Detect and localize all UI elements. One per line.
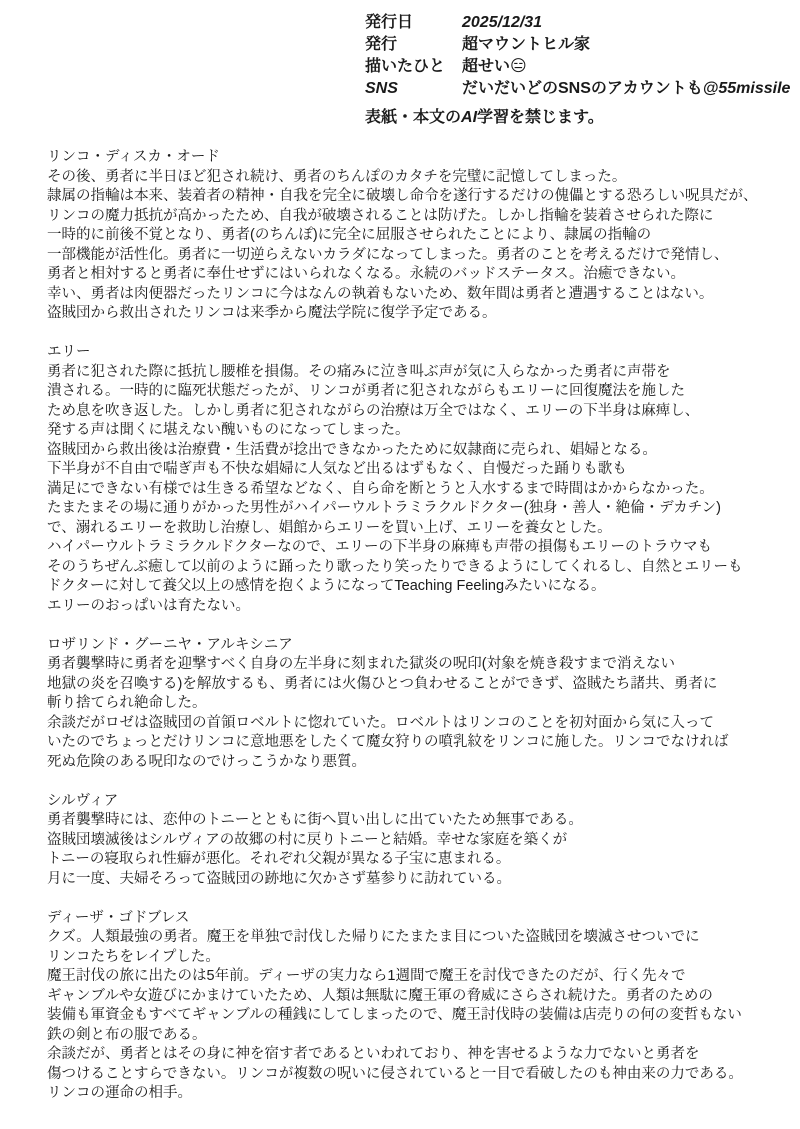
text-line: 盗賊団壊滅後はシルヴィアの故郷の村に戻りトニーと結婚。幸せな家庭を築くが	[47, 831, 568, 848]
section-rosalind	[47, 636, 758, 773]
publisher-label: 発行	[365, 36, 398, 53]
section-title: シルヴィア	[47, 792, 119, 809]
text-line: 余談だがロゼは盗賊団の首領ロベルトに惚れていた。ロベルトはリンコのことを初対面から気に入って	[47, 714, 714, 731]
text-line: その後、勇者に半日ほど犯され続け、勇者のちんぽのカタチを完璧に記憶してしまった。	[47, 168, 627, 185]
text-line: リンコの運命の相手。	[47, 1085, 192, 1101]
colophon-row-artist	[365, 56, 790, 78]
text-line: たまたまその場に通りがかった男性がハイパーウルトラミラクルドクター(独身・善人・絶倫・デカチン)	[47, 500, 721, 516]
sns-label: SNS	[365, 80, 398, 97]
colophon-block	[365, 12, 790, 100]
section-title: ロザリンド・グーニヤ・アルキシニア	[47, 636, 293, 653]
text-line: 斬り捨てられ絶命した。	[47, 695, 207, 711]
text-line: 勇者と相対すると勇者に奉仕せずにはいられなくなる。永続のバッドステータス。治癒できない。	[47, 266, 685, 282]
section-rinko	[47, 148, 758, 324]
text-line: 発する声は聞くに堪えない醜いものになってしまった。	[47, 422, 410, 438]
artist-value: 超せい😑	[462, 58, 527, 75]
text-line: 勇者に犯された際に抵抗し腰椎を損傷。その痛みに泣き叫ぶ声が気に入らなかった勇者に声帯を	[47, 363, 671, 380]
text-line: 隷属の指輪は本来、装着者の精神・自我を完全に破壊し命令を遂行するだけの傀儡とする恐ろしい呪具だが、	[47, 188, 758, 204]
text-line: 魔王討伐の旅に出たのは5年前。ディーザの実力なら1週間で魔王を討伐できたのだが、行く先々で	[47, 968, 686, 984]
colophon-row-issue-date	[365, 12, 790, 34]
text-line: リンコの魔力抵抗が高かったため、自我が破壊されることは防げた。しかし指輪を装着させられた際に	[47, 207, 714, 224]
text-line: 盗賊団から救出されたリンコは来季から魔法学院に復学予定である。	[47, 305, 497, 321]
notice-post: 学習を禁じます。	[477, 109, 604, 126]
sns-handle: @55missile	[702, 80, 791, 97]
text-line: 一部機能が活性化。勇者に一切逆らえないカラダになってしまった。勇者のことを考えるだけで発情し、	[47, 246, 729, 263]
character-notes	[47, 148, 758, 1104]
notice-ai-term: AI	[461, 109, 478, 126]
text-line: 装備も軍資金もすべてギャンブルの種銭にしてしまったので、魔王討伐時の装備は店売りの何の変哲もない	[47, 1007, 742, 1023]
text-line: リンコたちをレイプした。	[47, 948, 220, 965]
text-line: クズ。人類最強の勇者。魔王を単独で討伐した帰りにたまたま目についた盗賊団を壊滅させついでに	[47, 929, 700, 945]
colophon-row-sns	[365, 78, 790, 100]
colophon-row-publisher	[365, 34, 790, 56]
section-title: ディーザ・ゴドブレス	[47, 909, 190, 926]
text-line: 幸い、勇者は肉便器だったリンコに今はなんの執着もないため、数年間は勇者と遭遇することはない。	[47, 285, 714, 302]
text-line: 下半身が不自由で喘ぎ声も不快な娼婦に人気など出るはずもなく、自慢だった踊りも歌も	[47, 461, 627, 477]
artist-label: 描いたひと	[365, 58, 446, 75]
text-line: エリーのおっぱいは育たない。	[47, 597, 250, 614]
text-line: そのうちぜんぶ癒して以前のように踊ったり歌ったり笑ったりできるようにしてくれるし、自然とエリーも	[47, 558, 743, 575]
issue-date-value: 2025/12/31	[462, 14, 543, 31]
text-line: 一時的に前後不覚となり、勇者(のちんぽ)に完全に屈服させられたことにより、隷属の指輪の	[47, 227, 652, 243]
text-line: いたのでちょっとだけリンコに意地悪をしたくて魔女狩りの噴乳紋をリンコに施した。リンコでなければ	[47, 734, 729, 750]
text-line: 鉄の剣と布の服である。	[47, 1026, 207, 1043]
text-line: ハイパーウルトラミラクルドクターなので、エリーの下半身の麻痺も声帯の損傷もエリーのトラウマも	[47, 539, 712, 555]
sns-value-text: だいだいどのSNSのアカウントも	[462, 80, 703, 97]
section-sylvia	[47, 792, 758, 890]
text-line: トニーの寝取られ性癖が悪化。それぞれ父親が異なる子宝に恵まれる。	[47, 851, 511, 867]
notice-pre: 表紙・本文の	[365, 109, 462, 126]
section-title: エリー	[47, 344, 91, 360]
text-line: 勇者襲撃時に勇者を迎撃すべく自身の左半身に刻まれた獄炎の呪印(対象を焼き殺すまで消えない	[47, 656, 676, 672]
text-line: 地獄の炎を召喚する)を解放するも、勇者には火傷ひとつ負わせることができず、盗賊たち諸共、勇者に	[47, 675, 718, 692]
text-line: ギャンブルや女遊びにかまけていたため、人類は無駄に魔王軍の脅威にさらされ続けた。勇者のための	[47, 987, 713, 1004]
issue-date-label: 発行日	[365, 14, 414, 31]
text-line: 傷つけることすらできない。リンコが複数の呪いに侵されていると一目で看破したのも神由来の力である。	[47, 1065, 743, 1082]
section-deeza	[47, 909, 758, 1104]
publisher-value: 超マウントヒル家	[462, 36, 591, 53]
section-title: リンコ・ディスカ・オード	[47, 149, 220, 165]
section-ellie	[47, 343, 758, 616]
sns-value	[462, 78, 790, 100]
text-line: 満足にできない有様では生きる希望などなく、自ら命を断とうと入水するまで時間はかからなかった。	[47, 480, 714, 497]
text-line: 死ぬ危険のある呪印なのでけっこうかなり悪質。	[47, 753, 366, 770]
text-line: 余談だが、勇者とはその身に神を宿す者であるといわれており、神を害せるような力でないと勇者を	[47, 1046, 700, 1062]
text-line: ドクターに対して養父以上の感情を抱くようになってTeaching Feelingみたいになる。	[47, 578, 606, 594]
text-line: ため息を吹き返した。しかし勇者に犯されながらの治療は万全ではなく、エリーの下半身は麻痺し、	[47, 402, 700, 419]
text-line: 盗賊団から救出後は治療費・生活費が捻出できなかったために奴隷商に売られ、娼婦となる。	[47, 441, 657, 458]
ai-training-notice	[365, 104, 604, 127]
text-line: 潰される。一時的に臨死状態だったが、リンコが勇者に犯されながらもエリーに回復魔法を施した	[47, 383, 685, 399]
text-line: 月に一度、夫婦そろって盗賊団の跡地に欠かさず墓参りに訪れている。	[47, 870, 511, 887]
text-line: で、溺れるエリーを救助し治療し、娼館からエリーを買い上げ、エリーを養女とした。	[47, 519, 612, 536]
text-line: 勇者襲撃時には、恋仲のトニーとともに街へ買い出しに出ていたため無事である。	[47, 812, 583, 828]
